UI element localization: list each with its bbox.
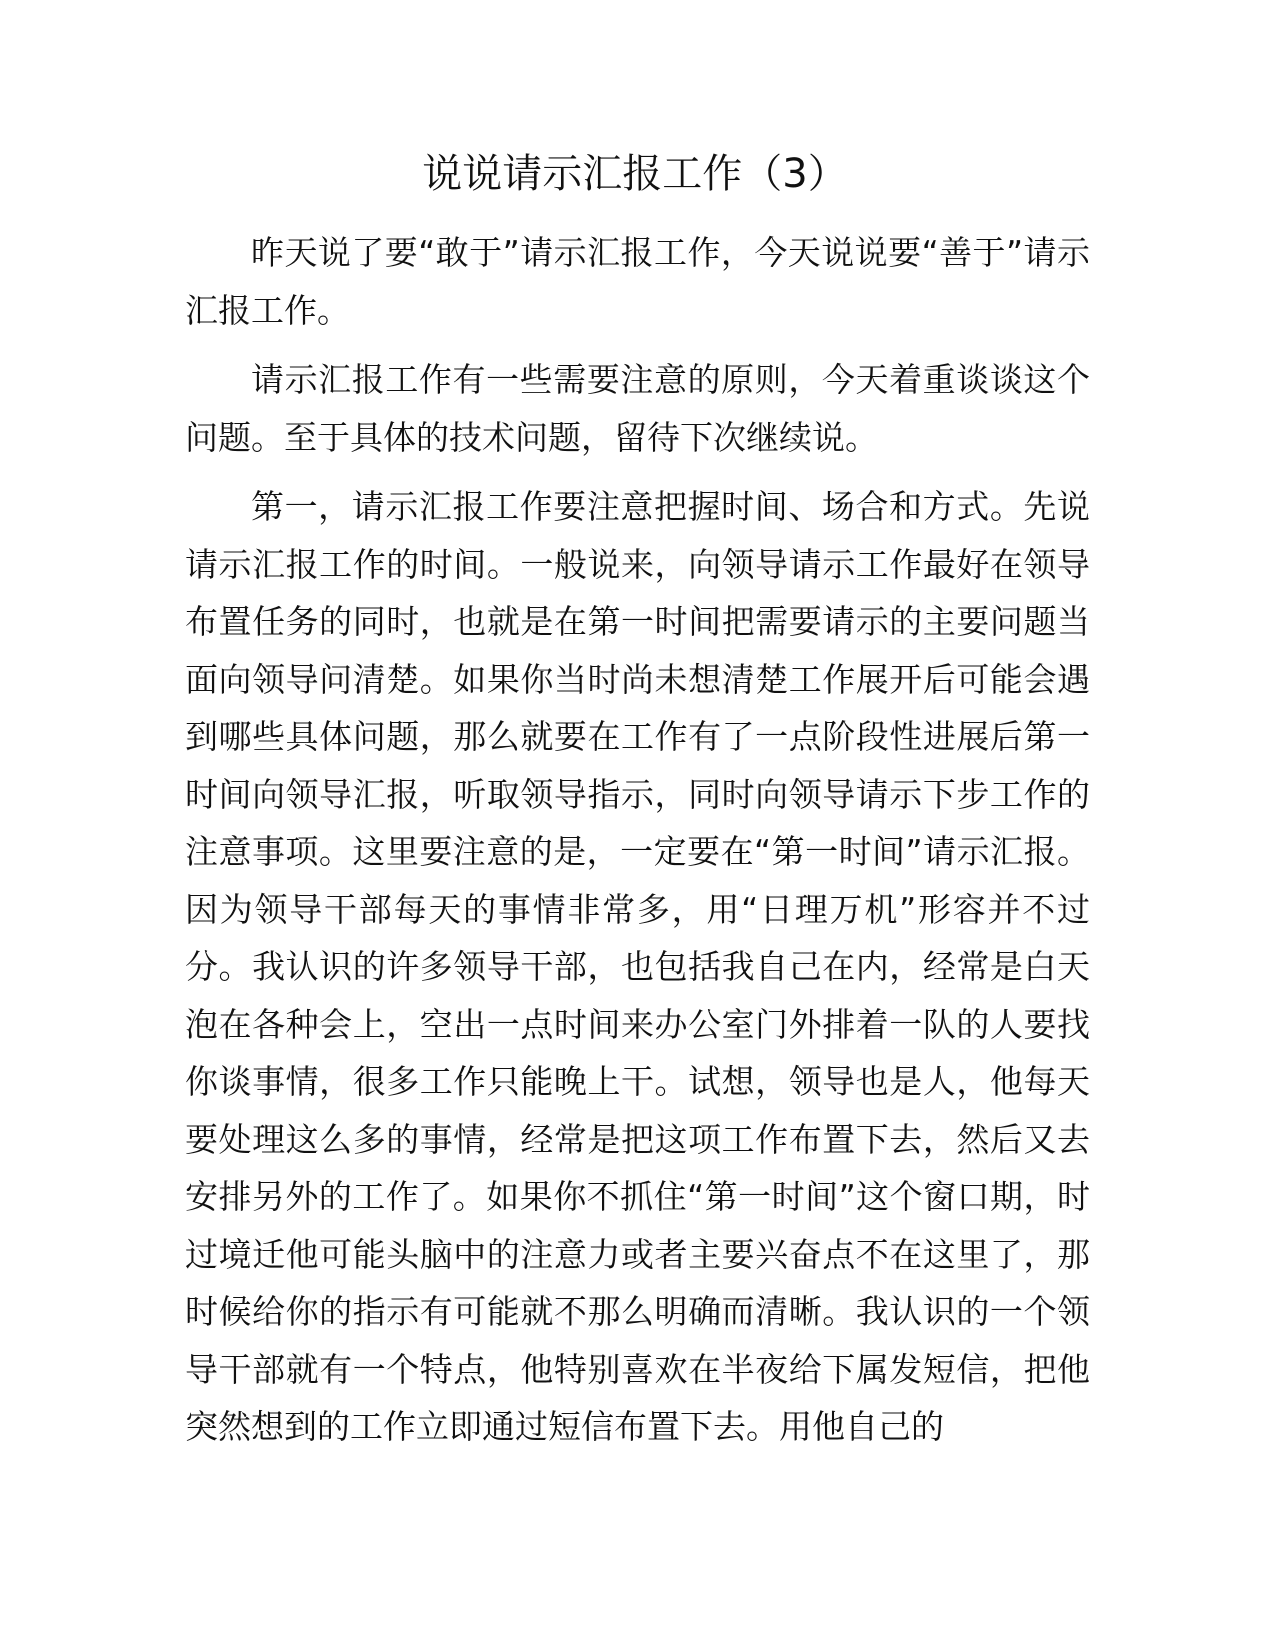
document-body: [185, 224, 1090, 1468]
paragraph-3: 第一，请示汇报工作要注意把握时间、场合和方式。先说请示汇报工作的时间。一般说来，向领导请示工作最好在领导布置任务的同时，也就是在第一时间把需要请示的主要问题当面向领导问清楚。如果你当时尚未想清楚工作展开后可能会遇到哪些具体问题，那么就要在工作有了一点阶段性进展后第一时间向领导汇报，听取领导指示，同时向领导请示下步工作的注意事项。这里要注意的是，一定要在“第一时间”请示汇报。因为领导干部每天的事情非常多，用“日理万机”形容并不过分。我认识的许多领导干部，也包括我自己在内，经常是白天泡在各种会上，空出一点时间来办公室门外排着一队的人要找你谈事情，很多工作只能晚上干。试想，领导也是人，他每天要处理这么多的事情，经常是把这项工作布置下去，然后又去安排另外的工作了。如果你不抓住“第一时间”这个窗口期，时过境迁他可能头脑中的注意力或者主要兴奋点不在这里了，那时候给你的指示有可能就不那么明确而清晰。我认识的一个领导干部就有一个特点，他特别喜欢在半夜给下属发短信，把他突然想到的工作立即通过短信布置下去。用他自己的: [185, 487, 1090, 1446]
document-title: 说说请示汇报工作（3）: [422, 151, 848, 197]
paragraph-1: 昨天说了要“敢于”请示汇报工作，今天说说要“善于”请示汇报工作。: [185, 233, 1090, 330]
paragraph-2: 请示汇报工作有一些需要注意的原则，今天着重谈谈这个问题。至于具体的技术问题，留待下次继续说。: [185, 360, 1090, 457]
